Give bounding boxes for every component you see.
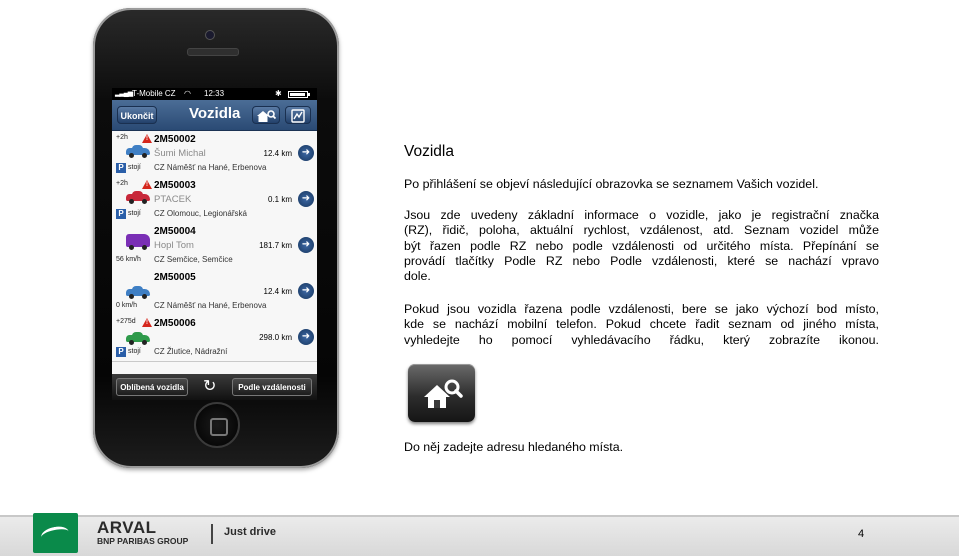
vehicle-location: CZ Olomouc, Legionářská <box>154 209 247 218</box>
time-tag: +2h <box>116 134 128 141</box>
parking-icon: P <box>116 347 126 357</box>
carrier-name: T-Mobile CZ <box>132 89 176 98</box>
vehicle-plate: 2M50003 <box>154 180 196 191</box>
list-item[interactable] <box>112 269 317 316</box>
arrow-right-icon[interactable]: ➜ <box>298 329 314 345</box>
sort-by-distance-button[interactable]: Podle vzdálenosti <box>232 378 312 396</box>
brand-name: ARVAL <box>97 518 157 537</box>
time-tag: +275d <box>116 318 136 325</box>
arrow-right-icon[interactable]: ➜ <box>298 283 314 299</box>
paragraph-sorting <box>404 302 879 348</box>
text-line: Jsou zde uvedeny základní informace o vozidle, jako je registrační značka <box>404 208 879 222</box>
status-time: 12:33 <box>204 89 225 98</box>
filter-button[interactable] <box>285 106 311 124</box>
page-number: 4 <box>858 528 865 540</box>
vehicle-plate: 2M50005 <box>154 272 196 283</box>
status-bar <box>112 88 317 100</box>
text-line: dole. <box>404 269 431 284</box>
iphone-mockup <box>93 8 339 468</box>
vehicle-plate: 2M50002 <box>154 134 196 145</box>
warning-icon: ! <box>142 134 152 143</box>
page-title: Vozidla <box>404 143 454 160</box>
paragraph-intro: Po přihlášení se objeví následující obrazovka se seznamem Vašich vozidel. <box>404 177 819 191</box>
vehicle-distance: 0.1 km <box>267 195 292 204</box>
vehicle-driver: Hopl Tom <box>154 240 194 251</box>
quit-button[interactable]: Ukončit <box>117 106 157 124</box>
vehicle-speed: 0 km/h <box>116 302 138 309</box>
warning-icon: ! <box>142 318 152 327</box>
vehicle-location: CZ Žlutice, Nádražní <box>154 347 228 356</box>
battery-icon <box>288 91 308 98</box>
filter-icon <box>291 109 305 123</box>
vehicle-status: stojí <box>128 348 141 355</box>
home-search-icon <box>256 109 276 123</box>
list-item[interactable] <box>112 131 317 178</box>
vehicle-location: CZ Náměšť na Hané, Erbenova <box>154 301 267 310</box>
nav-title: Vozidla <box>189 105 241 122</box>
home-search-icon <box>408 364 475 422</box>
refresh-icon[interactable]: ↻ <box>203 378 217 395</box>
vehicle-distance: 12.4 km <box>263 287 292 296</box>
parking-icon: P <box>116 163 126 173</box>
vehicle-status: stojí <box>128 164 141 171</box>
home-hardware-button[interactable] <box>194 402 240 448</box>
van-icon <box>126 234 150 250</box>
home-search-button[interactable] <box>252 106 280 124</box>
list-item[interactable] <box>112 177 317 224</box>
time-tag: +2h <box>116 180 128 187</box>
arval-logo-icon <box>33 513 78 553</box>
text-line: provádí tlačítky Podle RZ nebo Podle vzdálenosti, které se nachází vpravo <box>404 253 879 268</box>
warning-icon: ! <box>142 180 152 189</box>
signal-icon: ▂▃▄▅ <box>115 90 133 97</box>
vehicle-location: CZ Semčice, Semčice <box>154 255 233 264</box>
vehicle-distance: 12.4 km <box>263 149 292 158</box>
arrow-right-icon[interactable]: ➜ <box>298 145 314 161</box>
vehicle-plate: 2M50006 <box>154 318 196 329</box>
arrow-right-icon[interactable]: ➜ <box>298 191 314 207</box>
arrow-right-icon[interactable]: ➜ <box>298 237 314 253</box>
vehicle-driver: PTACEK <box>154 194 192 205</box>
car-icon <box>126 286 150 298</box>
vehicle-plate: 2M50004 <box>154 226 196 237</box>
list-item[interactable] <box>112 223 317 270</box>
camera-icon <box>205 30 215 40</box>
text-line: vyhledejte ho pomocí vyhledávacího řádku, který zobrazíte ikonou. <box>404 332 879 347</box>
speaker-grille <box>187 48 239 56</box>
paragraph-info <box>404 208 879 284</box>
vehicle-location: CZ Náměšť na Hané, Erbenova <box>154 163 267 172</box>
wifi-icon: ◠ <box>184 89 191 98</box>
vehicle-list <box>112 131 317 383</box>
vehicle-distance: 181.7 km <box>259 241 292 250</box>
text-line: Pokud jsou vozidla řazena podle vzdálenosti, bere se jako výchozí bod místo, <box>404 302 879 316</box>
text-line: být řazen podle RZ nebo podle vzdálenosti od určitého místa. Přepínání se <box>404 238 879 253</box>
paragraph-address: Do něj zadejte adresu hledaného místa. <box>404 440 624 454</box>
footer-divider <box>211 524 213 544</box>
vehicle-driver: Šumi Michal <box>154 148 206 159</box>
bottom-toolbar <box>112 374 317 400</box>
text-line: (RZ), řidič, poloha, aktuální rychlost, vzdálenost, atd. Seznam vozidel může <box>404 223 879 238</box>
favorite-vehicles-button[interactable]: Oblíbená vozidla <box>116 378 188 396</box>
car-icon <box>126 145 150 157</box>
phone-screen <box>112 88 317 400</box>
brand-slogan: Just drive <box>224 526 276 538</box>
bluetooth-icon: ✱ <box>275 89 282 98</box>
nav-bar <box>112 100 317 131</box>
vehicle-distance: 298.0 km <box>259 333 292 342</box>
text-line: kde se nachází mobilní telefon. Pokud chcete řadit seznam od jiného místa, <box>404 317 879 332</box>
car-icon <box>126 332 150 344</box>
list-item[interactable] <box>112 315 317 362</box>
car-icon <box>126 191 150 203</box>
parking-icon: P <box>116 209 126 219</box>
vehicle-status: stojí <box>128 210 141 217</box>
vehicle-speed: 56 km/h <box>116 256 141 263</box>
brand-subtitle: BNP PARIBAS GROUP <box>97 536 189 546</box>
